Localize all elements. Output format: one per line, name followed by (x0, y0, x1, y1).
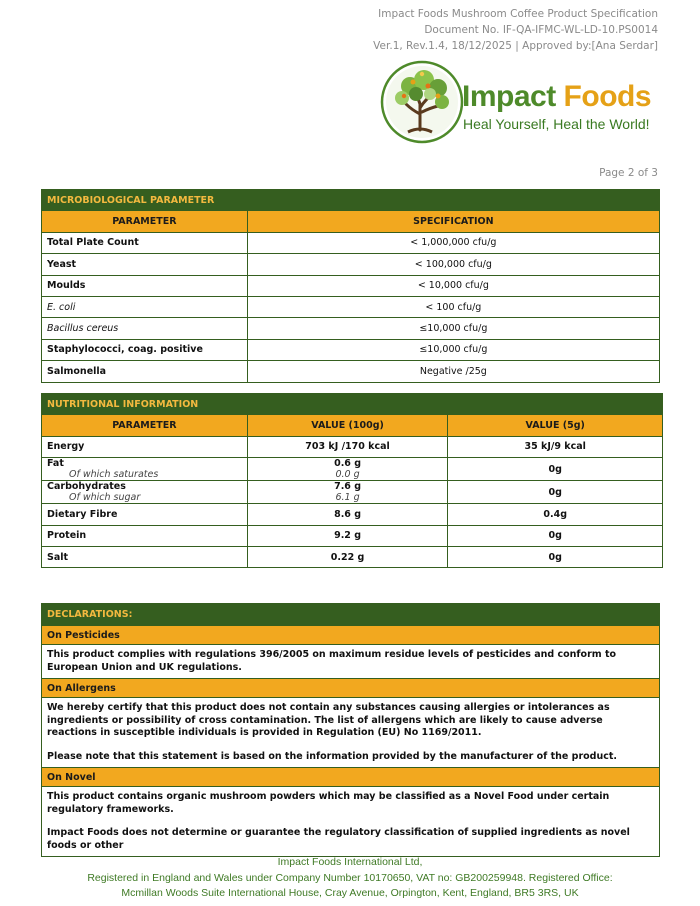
table-row (42, 361, 660, 382)
micro-spec: ≤10,000 cfu/g (247, 318, 659, 339)
micro-param: Salmonella (42, 361, 248, 382)
footer-company: Impact Foods International Ltd, (277, 856, 423, 868)
pesticides-heading: On Pesticides (42, 625, 659, 645)
nutrition-value-100g: 8.6 g (247, 504, 448, 525)
pesticides-text: This product complies with regulations 396/2005 on maximum residue levels of pesticides and conform to European Union and UK regulations. (47, 649, 617, 673)
nutrition-subparam: Of which sugar (69, 492, 141, 504)
header-title: Impact Foods Mushroom Coffee Product Specification (378, 8, 658, 20)
nutrition-value-100g: 0.6 g (334, 458, 362, 470)
nutrition-subparam: Of which saturates (69, 469, 159, 481)
micro-spec: < 1,000,000 cfu/g (247, 232, 659, 253)
pesticides-body (42, 645, 659, 678)
nutrition-col-100g: VALUE (100g) (247, 415, 448, 436)
logo-wordmark (462, 80, 651, 114)
company-logo (380, 60, 670, 144)
logo-word-impact: Impact (462, 80, 556, 113)
table-row (42, 436, 663, 457)
nutrition-value-100g-cell (247, 458, 448, 481)
nutrition-value-5g: 0.4g (448, 504, 663, 525)
micro-param: Yeast (42, 254, 248, 275)
nutrition-value-100g: 703 kJ /170 kcal (247, 436, 448, 457)
micro-spec: < 10,000 cfu/g (247, 275, 659, 296)
nutrition-value-100g-cell (247, 481, 448, 504)
tree-icon (380, 60, 464, 144)
table-row (42, 339, 660, 360)
micro-spec: < 100,000 cfu/g (247, 254, 659, 275)
nutrition-value-100g: 7.6 g (334, 481, 362, 493)
micro-spec: < 100 cfu/g (247, 296, 659, 317)
header-document-number: Document No. IF-QA-IFMC-WL-LD-10.PS0014 (424, 24, 658, 36)
microbiological-table (41, 189, 660, 383)
declarations-section (41, 603, 660, 857)
nutrition-param: Protein (42, 525, 248, 546)
nutrition-value-5g: 0g (448, 481, 663, 504)
micro-title: MICROBIOLOGICAL PARAMETER (42, 190, 660, 211)
micro-param: Moulds (42, 275, 248, 296)
nutrition-subvalue-100g: 0.0 g (335, 469, 360, 481)
nutrition-value-5g: 0g (448, 546, 663, 567)
allergens-text: We hereby certify that this product does not contain any substances causing allergies or intolerances as ingredients or possibility of cross contamination. The list of allergens which are likely to cause adverse reactions in susceptible individuals is provided in Regulation (EU) No 1169/2011. (47, 702, 610, 738)
nutrition-value-100g: 0.22 g (247, 546, 448, 567)
table-row (42, 546, 663, 567)
table-row (42, 275, 660, 296)
logo-word-foods: Foods (563, 80, 652, 113)
table-row (42, 296, 660, 317)
nutrition-param: Carbohydrates (47, 481, 126, 493)
table-row (42, 481, 663, 504)
nutrition-value-5g: 0g (448, 525, 663, 546)
novel-disclaimer: Impact Foods does not determine or guarantee the regulatory classification of supplied ingredients as novel foods or other (47, 827, 630, 851)
allergens-heading: On Allergens (42, 678, 659, 698)
micro-param: Bacillus cereus (42, 318, 248, 339)
nutrition-param: Fat (47, 458, 64, 470)
nutrition-param: Energy (42, 436, 248, 457)
document-footer (0, 855, 700, 902)
novel-heading: On Novel (42, 767, 659, 787)
novel-text: This product contains organic mushroom powders which may be classified as a Novel Food under certain regulatory frameworks. (47, 791, 610, 815)
footer-address: Mcmillan Woods Suite International House, Cray Avenue, Orpington, Kent, England, BR5 3RS, UK (121, 887, 579, 899)
nutrition-value-5g: 35 kJ/9 kcal (448, 436, 663, 457)
micro-param: Total Plate Count (42, 232, 248, 253)
footer-registration: Registered in England and Wales under Company Number 10170650, VAT no: GB200259948. Registered Office: (87, 871, 613, 884)
micro-param: E. coli (42, 296, 248, 317)
document-header (373, 6, 658, 54)
nutrition-col-parameter: PARAMETER (42, 415, 248, 436)
allergens-body (42, 698, 659, 767)
table-row (42, 254, 660, 275)
nutrition-param-cell (42, 481, 248, 504)
micro-col-parameter: PARAMETER (42, 211, 248, 232)
page-number: Page 2 of 3 (599, 167, 658, 179)
nutrition-param-cell (42, 458, 248, 481)
table-row (42, 525, 663, 546)
micro-col-spec: SPECIFICATION (247, 211, 659, 232)
nutrition-param: Salt (42, 546, 248, 567)
nutrition-table (41, 393, 663, 568)
nutrition-subvalue-100g: 6.1 g (335, 492, 360, 504)
nutrition-value-5g: 0g (448, 458, 663, 481)
nutrition-param: Dietary Fibre (42, 504, 248, 525)
table-row (42, 504, 663, 525)
table-row (42, 318, 660, 339)
logo-tagline: Heal Yourself, Heal the World! (463, 116, 650, 132)
table-row (42, 232, 660, 253)
micro-param: Staphylococci, coag. positive (42, 339, 248, 360)
novel-body (42, 787, 659, 856)
nutrition-col-5g: VALUE (5g) (448, 415, 663, 436)
header-version: Ver.1, Rev.1.4, 18/12/2025 | Approved by:[Ana Serdar] (373, 40, 658, 52)
allergens-note: Please note that this statement is based on the information provided by the manufacturer of the product. (47, 750, 618, 762)
table-row (42, 458, 663, 481)
nutrition-title: NUTRITIONAL INFORMATION (42, 394, 663, 415)
micro-spec: Negative /25g (247, 361, 659, 382)
micro-spec: ≤10,000 cfu/g (247, 339, 659, 360)
declarations-title: DECLARATIONS: (42, 604, 659, 625)
nutrition-value-100g: 9.2 g (247, 525, 448, 546)
